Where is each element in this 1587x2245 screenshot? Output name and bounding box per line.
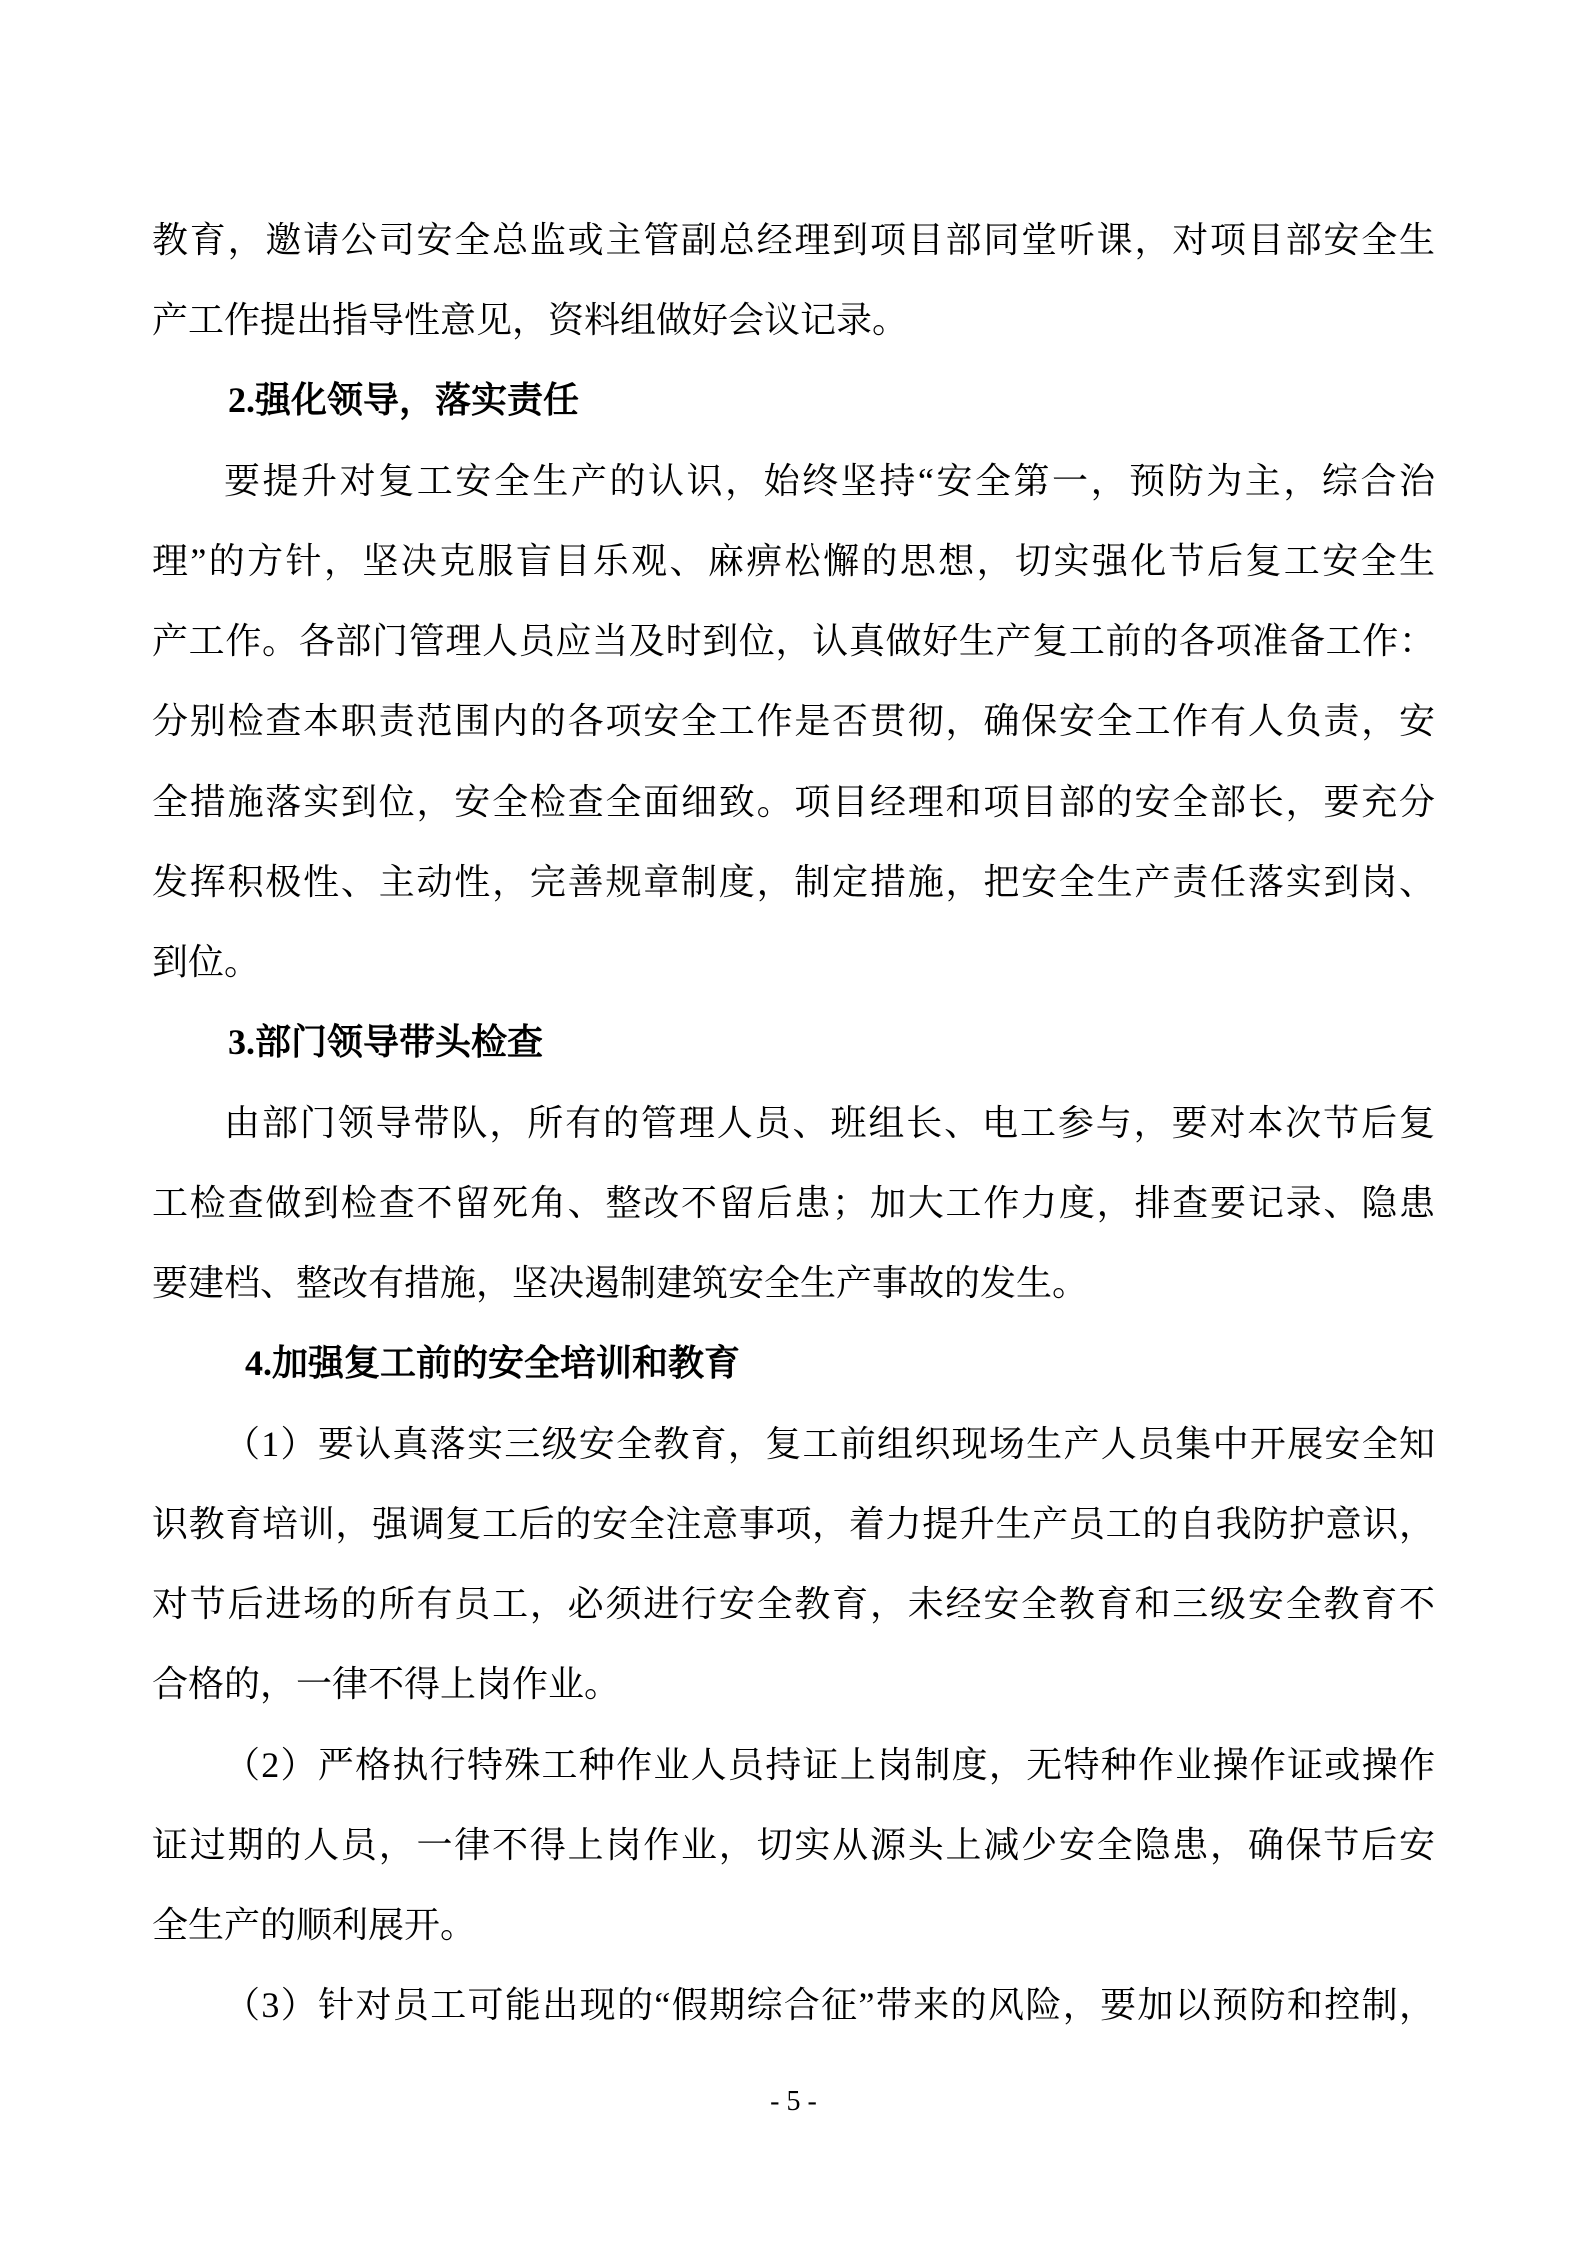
text-line: 识教育培训，强调复工后的安全注意事项，着力提升生产员工的自我防护意识， bbox=[152, 1504, 1435, 1544]
text-line: 理”的方针，坚决克服盲目乐观、麻痹松懈的思想，切实强化节后复工安全生 bbox=[152, 541, 1435, 581]
text-line: （2）严格执行特殊工种作业人员持证上岗制度，无特种作业操作证或操作 bbox=[224, 1745, 1435, 1785]
text-line: 全措施落实到位，安全检查全面细致。项目经理和项目部的安全部长，要充分 bbox=[152, 782, 1435, 822]
text-line: 产工作。各部门管理人员应当及时到位，认真做好生产复工前的各项准备工作： bbox=[152, 621, 1435, 661]
text-line: 分别检查本职责范围内的各项安全工作是否贯彻，确保安全工作有人负责，安 bbox=[152, 701, 1435, 741]
text-line: 要建档、整改有措施，坚决遏制建筑安全生产事故的发生。 bbox=[152, 1263, 1089, 1303]
section-heading-3: 3.部门领导带头检查 bbox=[228, 1022, 544, 1062]
page-number: - 5 - bbox=[770, 2086, 817, 2117]
text-line: 证过期的人员，一律不得上岗作业，切实从源头上减少安全隐患，确保节后安 bbox=[152, 1825, 1435, 1865]
text-line: 由部门领导带队，所有的管理人员、班组长、电工参与，要对本次节后复 bbox=[224, 1103, 1435, 1143]
text-line: 工检查做到检查不留死角、整改不留后患；加大工作力度，排查要记录、隐患 bbox=[152, 1183, 1435, 1223]
text-line: 发挥积极性、主动性，完善规章制度，制定措施，把安全生产责任落实到岗、 bbox=[152, 862, 1435, 902]
text-line: 要提升对复工安全生产的认识，始终坚持“安全第一，预防为主，综合治 bbox=[224, 461, 1435, 501]
text-line: 教育，邀请公司安全总监或主管副总经理到项目部同堂听课，对项目部安全生 bbox=[152, 220, 1435, 260]
text-line: 对节后进场的所有员工，必须进行安全教育，未经安全教育和三级安全教育不 bbox=[152, 1584, 1435, 1624]
text-line: 全生产的顺利展开。 bbox=[152, 1905, 477, 1945]
text-line: 产工作提出指导性意见，资料组做好会议记录。 bbox=[152, 300, 909, 340]
text-line: 合格的，一律不得上岗作业。 bbox=[152, 1664, 621, 1704]
section-heading-4: 4.加强复工前的安全培训和教育 bbox=[245, 1343, 741, 1383]
text-line: 到位。 bbox=[152, 942, 261, 982]
text-line: （1）要认真落实三级安全教育，复工前组织现场生产人员集中开展安全知 bbox=[224, 1424, 1435, 1464]
section-heading-2: 2.强化领导，落实责任 bbox=[228, 380, 580, 420]
text-line: （3）针对员工可能出现的“假期综合征”带来的风险，要加以预防和控制， bbox=[224, 1985, 1435, 2025]
